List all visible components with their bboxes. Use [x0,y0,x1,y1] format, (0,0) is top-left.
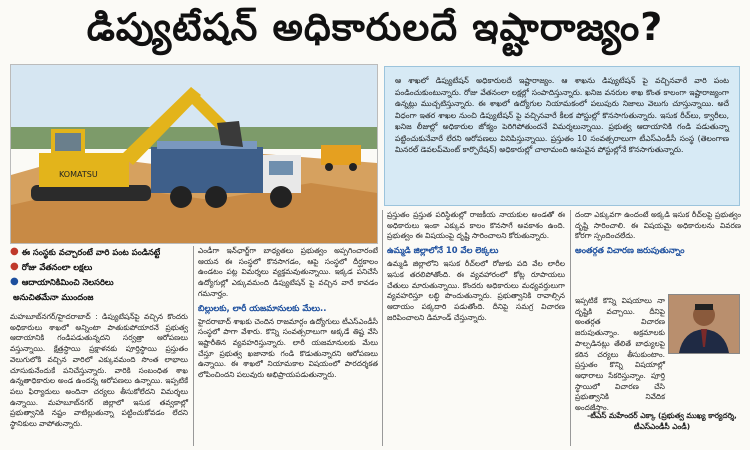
bullet-icon: ● [10,261,19,272]
column-divider [382,210,383,446]
section-heading: ఉమ్మడి జిల్లాలోనే 10 వేల లెక్కలు [387,245,499,256]
column-text: హైదరాబాద్ శాఖకు చెందిన రాజమార్గం ఉద్యోగులు టీఎస్ఎండీసీ సంస్థలో పాగా వేశారు. కొన్ని సంవత్సరాలుగా అక్కడే తిష్ట వేసి ఇష్టారీతిన వ్యవహరిస్తున్నారు. లారీ యజమానులకు మేలు చేస్తూ ప్రభుత్వ ఖజానాకు గండి కొడుతున్నారని ఆరోపణలు ఉన్నాయి. ఈ శాఖలో నియామకాల విషయంలో పారదర్శకత లోపించిందని పలువురు అభిప్రాయపడుతున్నారు. [198,316,378,380]
column-divider [193,246,194,446]
column-text: దందా ఎక్కువగా ఉందంటే అక్కడి ఇసుక రీచ్‌లపై ప్రభుత్వం దృష్టి సారించాలి. ఈ విషయమై అధికారులను వివరణ కోరగా స్పందించలేదు. [575,210,741,241]
article-column-4-body [575,296,665,413]
sand-mining-photo [10,64,378,244]
official-portrait [668,294,740,354]
column-text: ప్రస్తుతం ప్రస్తుత పరిస్థితుల్లో రాజకీయ నాయకుల అండతో ఈ అధికారులు ఇంకా ఎక్కువ కాలం కొనసాగే అవకాశం ఉంది. ప్రభుత్వం ఈ విషయంపై దృష్టి సారించాలని కోరుతున్నారు. [387,210,565,241]
column-divider [570,210,571,446]
column-text: ఉమ్మడి జిల్లాలోని ఇసుక రీచ్‌లలో రోజుకు పది వేల లారీల ఇసుక తరలిపోతోంది. ఈ వ్యవహారంలో కోట్ల రూపాయలు చేతులు మారుతున్నాయి. కొందరు అధికారులు మధ్యవర్తులుగా వ్యవహరిస్తూ లబ్ధి పొందుతున్నారు. ప్రభుత్వానికి రావాల్సిన ఆదాయం పక్కదారి పడుతోంది. దీనిపై సమగ్ర విచారణ జరిపించాలని డిమాండ్ చేస్తున్నారు. [387,259,565,322]
article-column-2 [198,246,378,446]
bullet-icon: ● [10,276,19,287]
column-text: ఇప్పటికే కొన్ని విషయాలు నా దృష్టికి వచ్చాయి. దీనిపై అంతర్గత విచారణ జరుపుతున్నాం. అక్రమాలకు పాల్పడినట్లు తేలితే బాధ్యులపై కఠిన చర్యలు తీసుకుంటాం. ప్రస్తుతం కొన్ని విషయాల్లో ఆధారాలు సేకరిస్తున్నాం. పూర్తి స్థాయిలో విచారణ చేసి ప్రభుత్వానికి నివేదిక అందజేస్తాం. [575,296,665,413]
author-signature: -టీఎస్ మహేందర్ ఎక్కా (ప్రభుత్వ ముఖ్య కార్యదర్శి, టీఎస్ఎండీసీ ఎండీ) [587,411,737,431]
section-heading: అంతర్గత విచారణ జరుపుతున్నాం [575,245,685,256]
column-text: మహబూబ్‌నగర్/హైదరాబాద్ : డిప్యుటేషన్‌పై వచ్చిన కొందరు అధికారులు శాఖలో అన్నింటా పాతుకుపోయారనే ప్రభుత్వ ఆదాయానికి గండిపడుతున్నదని సర్వత్రా ఆరోపణలు వస్తున్నాయి. క్షేత్రస్థాయి ప్రక్షాళనకు పూర్తిస్థాయి ప్రస్తుతం వెలుగులోకి వచ్చిన వారిలో ఎక్కువమంది సొంత లాభాలు చూసుకునేందుకే పనిచేస్తున్నారు. వారికి సంబంధిత శాఖ ఉన్నతాధికారుల అండ ఉందన్న ఆరోపణలు ఉన్నాయి. ఇప్పటికే పలు ఫిర్యాదులు అందినా చర్యలు తీసుకోలేదని విమర్శలు ఉన్నాయి. మహబూబ్‌నగర్ జిల్లాలో ఇసుక తవ్వకాల్లో ప్రభుత్వానికి నష్టం వాటిల్లుతున్నా పట్టించుకోవడం లేదని స్థానికులు వాపోతున్నారు. [10,312,188,429]
highlight-item [10,276,190,288]
highlight-text: ఈ సంస్థకు వచ్చారంటే వారి పంట పండినట్టే [21,247,161,257]
article-column-3 [387,210,565,446]
bullet-icon: ● [10,246,19,257]
highlight-item [10,261,190,273]
section-heading: బిల్లులకు, లారీ యజమానులకు మేలు.. [198,302,327,313]
highlights-list [10,246,190,306]
highlight-text: రోజు వేతనంలా లక్షలు [21,262,93,272]
headline: డిప్యుటేషన్ అధికారులదే ఇష్టారాజ్యం? [86,5,664,49]
lead-summary-box: ఆ శాఖలో డిప్యుటేషన్ అధికారులదే ఇష్టారాజ్యం. ఆ శాఖను డిప్యుటేషన్ పై వచ్చినవారే వారి పంట పండించుకుంటున్నారు. రోజు వేతనంలా లక్షల్లో సంపాదిస్తున్నారు. ఖనిజ వనరుల శాఖ కొంత కాలంగా ఇష్టారాజ్యంగా ఉన్నట్లు ముచ్చటిస్తున్నారు. ఈ శాఖలో ఉద్యోగుల నియామకంలో పలుపురు నిజాలు వెలుగు చూస్తున్నాయి. అదే విధంగా ఇతర శాఖల నుంచి డిప్యుటేషన్ పై వచ్చినవారే కీలక పోస్టుల్లో కొనసాగుతున్నారు. ఇసుక రీచ్‌లు, క్వారీలు, ఖనిజ లీజుల్లో అధికారుల జోక్యం పెరిగిపోతుందనే విమర్శలున్నాయి. ప్రభుత్వ ఆదాయానికి గండి పడుతున్నా పట్టించుకునేవారే లేరని ఆరోపణలు వినిపిస్తున్నాయి. ప్రస్తుతం 10 సంవత్సరాలుగా టీఎస్ఎండీసీ సంస్థ (తెలంగాణ మినరల్ డెవలప్‌మెంట్ కార్పొరేషన్) అధికారుల్లో చాలామంది అనువైన పోస్టుల్లోనే కొనసాగుతున్నారు. [384,66,740,206]
article-column-4 [575,210,741,294]
column-text: ఎండీగా ఇన్‌ఛార్జ్‌గా బాధ్యతలు ప్రభుత్వం అప్పగించారంటే ఆయన ఈ సంస్థలో కొనసాగడం, ఆపై సంస్థలో దీర్ఘకాలం ఉండటం పట్ల విమర్శలు వ్యక్తమవుతున్నాయి. ఇక్కడ పనిచేసే ఉద్యోగుల్లో ఎక్కువమంది డిప్యుటేషన్ పై వచ్చిన వారే కావడం గమనార్హం. [198,246,378,298]
highlight-text: ఆదాయానికిమించి నెలసరిలు [21,277,114,287]
highlight-item [10,246,190,258]
highlight-text: అనుచితమేనా ముందంజ [13,292,94,302]
article-column-1 [10,312,188,446]
machine-label: KOMATSU [59,170,98,179]
highlight-item [10,291,190,303]
